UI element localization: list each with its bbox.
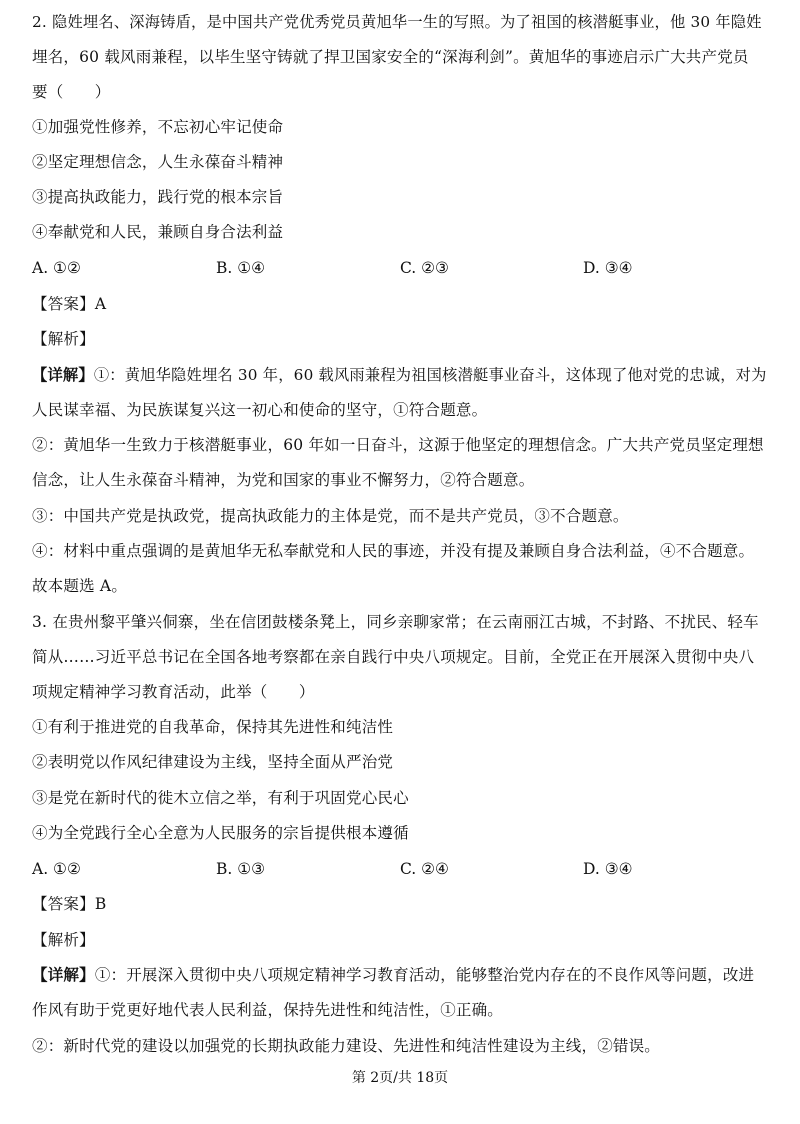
q2-explanation-line-2: 人民谋幸福、为民族谋复兴这一初心和使命的坚守，①符合题意。 bbox=[32, 401, 488, 419]
q3-answer-value: B bbox=[94, 895, 107, 913]
q3-option-d: D. ③④ bbox=[583, 860, 633, 878]
q3-statement-2: ②表明党以作风纪律建设为主线，坚持全面从严治党 bbox=[32, 753, 394, 771]
q2-stem-line-1: 2. 隐姓埋名、深海铸盾，是中国共产党优秀党员黄旭华一生的写照。为了祖国的核潜艇事业，他 30 年隐姓 bbox=[32, 13, 762, 31]
q3-option-c: C. ②④ bbox=[400, 860, 449, 878]
q3-stem-line-3: 项规定精神学习教育活动，此举（ ） bbox=[32, 683, 315, 701]
q2-statement-4: ④奉献党和人民，兼顾自身合法利益 bbox=[32, 223, 284, 241]
q2-detail-label: 【详解】 bbox=[32, 366, 94, 384]
q3-explanation-text-1: ①：开展深入贯彻中央八项规定精神学习教育活动，能够整治党内存在的不良作风等问题，改进 bbox=[94, 966, 755, 984]
q3-stem-line-2: 简从……习近平总书记在全国各地考察都在亲自践行中央八项规定。目前，全党正在开展深入贯彻中央八 bbox=[32, 648, 755, 666]
q3-explanation-line-3: ②：新时代党的建设以加强党的长期执政能力建设、先进性和纯洁性建设为主线，②错误。 bbox=[32, 1037, 661, 1055]
q2-explanation-line-7: 故本题选 A。 bbox=[32, 577, 128, 595]
q2-stem-line-3: 要（ ） bbox=[32, 83, 111, 101]
q2-statement-1: ①加强党性修养，不忘初心牢记使命 bbox=[32, 118, 284, 136]
q3-answer bbox=[32, 894, 772, 914]
q2-answer-value: A bbox=[94, 295, 107, 313]
q2-explanation-line-1 bbox=[32, 365, 772, 385]
page-number-footer: 第 2页/共 18页 bbox=[351, 1070, 449, 1086]
q3-explanation-line-1 bbox=[32, 965, 772, 985]
q3-answer-label: 【答案】 bbox=[32, 895, 95, 913]
q2-option-b: B. ①④ bbox=[216, 259, 266, 277]
q2-explanation-line-3: ②：黄旭华一生致力于核潜艇事业，60 年如一日奋斗，这源于他坚定的理想信念。广大共产党员坚定理想 bbox=[32, 436, 764, 454]
q3-option-b: B. ①③ bbox=[216, 860, 266, 878]
q2-option-c: C. ②③ bbox=[400, 259, 449, 277]
q3-statement-4: ④为全党践行全心全意为人民服务的宗旨提供根本遵循 bbox=[32, 824, 409, 842]
q3-detail-label: 【详解】 bbox=[32, 965, 95, 984]
q3-stem-line-1: 3. 在贵州黎平肇兴侗寨，坐在信团鼓楼条凳上，同乡亲聊家常；在云南丽江古城，不封路、不扰民、轻车 bbox=[32, 613, 759, 631]
q2-explanation-line-5: ③：中国共产党是执政党，提高执政能力的主体是党，而不是共产党员，③不合题意。 bbox=[32, 507, 629, 525]
q2-answer-label: 【答案】 bbox=[32, 295, 95, 313]
q2-answer bbox=[32, 294, 772, 314]
q2-stem-line-2: 埋名，60 载风雨兼程，以毕生坚守铸就了捍卫国家安全的“深海利剑”。黄旭华的事迹启示广大共产党员 bbox=[32, 48, 749, 66]
q2-option-d: D. ③④ bbox=[583, 259, 633, 277]
q3-statement-3: ③是党在新时代的徙木立信之举，有利于巩固党心民心 bbox=[32, 789, 409, 807]
q2-explanation-line-6: ④：材料中重点强调的是黄旭华无私奉献党和人民的事迹，并没有提及兼顾自身合法利益，④不合题意。 bbox=[32, 542, 755, 560]
q2-statement-2: ②坚定理想信念，人生永葆奋斗精神 bbox=[32, 153, 284, 171]
q3-option-a: A. ①② bbox=[32, 860, 81, 878]
q2-explanation-line-4: 信念，让人生永葆奋斗精神，为党和国家的事业不懈努力，②符合题意。 bbox=[32, 471, 535, 489]
q2-option-a: A. ①② bbox=[32, 259, 81, 277]
q3-explanation-line-2: 作风有助于党更好地代表人民利益，保持先进性和纯洁性，①正确。 bbox=[32, 1001, 504, 1019]
q2-analysis-label: 【解析】 bbox=[32, 330, 95, 348]
q2-statement-3: ③提高执政能力，践行党的根本宗旨 bbox=[32, 188, 284, 206]
q2-explanation-text-1: ①：黄旭华隐姓埋名 30 年，60 载风雨兼程为祖国核潜艇事业奋斗，这体现了他对党的忠诚，对为 bbox=[93, 366, 767, 384]
q3-analysis-label: 【解析】 bbox=[32, 931, 95, 949]
q3-statement-1: ①有利于推进党的自我革命，保持其先进性和纯洁性 bbox=[32, 718, 394, 736]
